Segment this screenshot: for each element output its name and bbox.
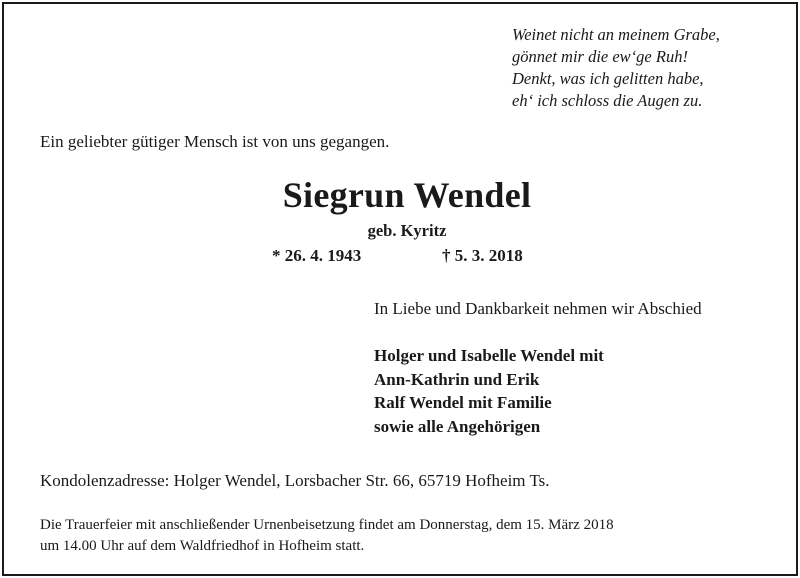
intro-text: Ein geliebter gütiger Mensch ist von uns gegangen.	[40, 132, 390, 151]
birth-date: * 26. 4. 1943	[272, 246, 362, 265]
obituary-frame	[2, 2, 798, 576]
poem	[512, 24, 792, 112]
deceased-name: Siegrun Wendel	[282, 175, 532, 215]
poem-line: Weinet nicht an meinem Grabe,	[512, 25, 720, 44]
death-date: † 5. 3. 2018	[442, 246, 523, 265]
mourner-line: Holger und Isabelle Wendel mit	[374, 346, 604, 365]
mourner-line: Ann-Kathrin und Erik	[374, 369, 540, 389]
mourner-line: sowie alle Angehörigen	[374, 416, 541, 436]
service-line: um 14.00 Uhr auf dem Waldfriedhof in Hofheim statt.	[40, 538, 365, 554]
mourners-list	[374, 344, 604, 438]
poem-line: eh‘ ich schloss die Augen zu.	[512, 91, 703, 110]
maiden-name: geb. Kyritz	[367, 221, 447, 240]
mourner-line: Ralf Wendel mit Familie	[374, 393, 552, 412]
poem-line: Denkt, was ich gelitten habe,	[512, 69, 704, 88]
service-line: Die Trauerfeier mit anschließender Urnenbeisetzung findet am Donnerstag, dem 15. März 2018	[40, 517, 614, 533]
service-info	[40, 515, 614, 557]
farewell-text: In Liebe und Dankbarkeit nehmen wir Abschied	[374, 299, 702, 318]
condolence-address: Kondolenzadresse: Holger Wendel, Lorsbacher Str. 66, 65719 Hofheim Ts.	[40, 471, 550, 490]
poem-line: gönnet mir die ew‘ge Ruh!	[512, 47, 688, 66]
